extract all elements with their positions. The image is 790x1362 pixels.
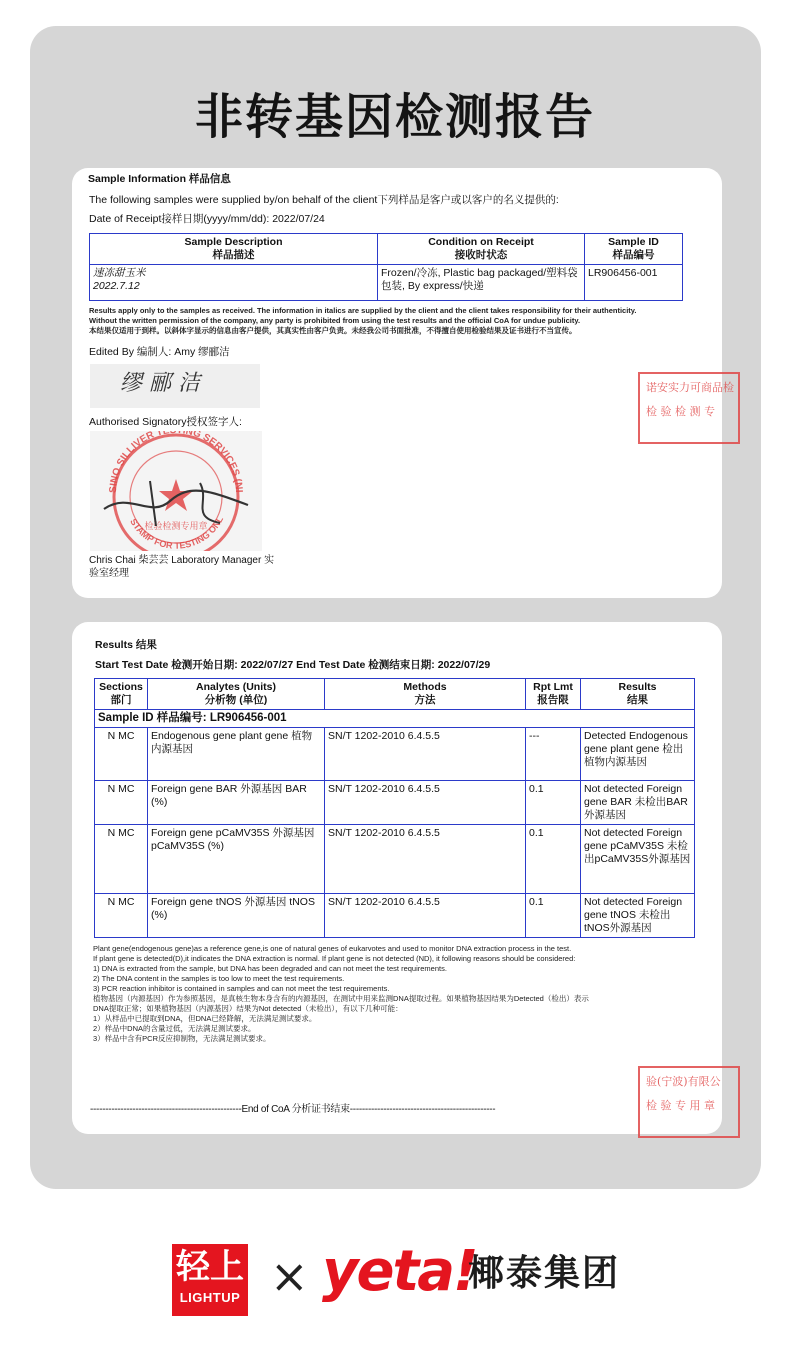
note-line: 1）从样品中已提取到DNA，但DNA已经降解，无法满足测试要求。 xyxy=(93,1014,317,1023)
signatory-line1: Chris Chai 柴芸芸 Laboratory Manager 实 xyxy=(89,555,275,566)
col-analytes: Analytes (Units) 分析物 (单位) xyxy=(148,679,325,710)
row-limit: 0.1 xyxy=(526,825,581,894)
test-dates: Start Test Date 检测开始日期: 2022/07/27 End Test Date 检测结束日期: 2022/07/29 xyxy=(95,659,491,671)
yeta-group-name: 椰泰集团 xyxy=(468,1253,621,1294)
note-line: 3) PCR reaction inhibitor is contained in samples and can not meet the test requirements. xyxy=(93,984,390,993)
results-heading: Results 结果 xyxy=(95,639,157,651)
results-notes xyxy=(93,944,589,1044)
lightup-logo-en: LIGHTUP xyxy=(179,1290,241,1305)
results-card xyxy=(72,622,722,1134)
row-limit: 0.1 xyxy=(526,781,581,825)
disclaimer-en-2: Without the written permission of the company, any party is prohibited from using the test results and the official CoA for undue publicity. xyxy=(89,316,581,325)
row-limit: 0.1 xyxy=(526,894,581,938)
note-line: 3）样品中含有PCR反应抑制物，无法满足测试要求。 xyxy=(93,1034,271,1043)
signatory-line2: 验室经理 xyxy=(89,568,129,579)
end-of-coa: --------------------------------------------------End of CoA 分析证书结束------------------------------------------------ xyxy=(90,1104,496,1115)
row-method: SN/T 1202-2010 6.4.5.5 xyxy=(325,728,526,781)
sample-id-row xyxy=(95,710,695,728)
table-row xyxy=(95,728,695,781)
lightup-logo xyxy=(172,1244,248,1316)
table-row xyxy=(90,265,683,301)
disclaimer-en-1: Results apply only to the samples as received. The information in italics are supplied by the client and the client takes responsibility for their authenticity. xyxy=(89,306,637,315)
receipt-date: Date of Receipt接样日期(yyyy/mm/dd): 2022/07/24 xyxy=(89,213,325,225)
editor-signature xyxy=(90,364,260,408)
results-table xyxy=(94,678,695,938)
sample-id-label: Sample ID 样品编号: LR906456-001 xyxy=(95,710,695,728)
page-title: 非转基因检测报告 xyxy=(194,89,595,145)
table-row xyxy=(95,825,695,894)
row-section: N MC xyxy=(95,728,148,781)
sample-condition: Frozen/冷冻, Plastic bag packaged/塑料袋包装, By express/快递 xyxy=(378,265,585,301)
row-section: N MC xyxy=(95,894,148,938)
note-line: Plant gene(endogenous gene)as a reference gene,is one of natural genes of eukarvotes and used to monitor DNA extraction process in the test. xyxy=(93,944,572,953)
table-row xyxy=(95,894,695,938)
row-analyte: Foreign gene tNOS 外源基因 tNOS (%) xyxy=(148,894,325,938)
sample-info-heading: Sample Information 样品信息 xyxy=(88,173,231,185)
row-result: Not detected Foreign gene pCaMV35S 未检出pCaMV35S外源基因 xyxy=(581,825,695,894)
signature-text: 缪 郦 洁 xyxy=(120,371,200,396)
note-line: 2）样品中DNA的含量过低，无法满足测试要求。 xyxy=(93,1024,256,1033)
sample-info-card xyxy=(72,168,734,598)
row-result: Not detected Foreign gene BAR 未检出BAR外源基因 xyxy=(581,781,695,825)
note-line: DNA提取正常；如果植物基因（内源基因）结果为Not detected（未检出），有以下几种可能： xyxy=(93,1004,403,1013)
col-sample-id: Sample ID 样品编号 xyxy=(585,234,683,265)
authorised-signatory: Authorised Signatory授权签字人: xyxy=(89,416,242,428)
note-line: 1) DNA is extracted from the sample, but DNA has been degraded and can not meet the test requirements. xyxy=(93,964,447,973)
note-line: 2) The DNA content in the samples is too low to meet the test requirements. xyxy=(93,974,345,983)
round-stamp xyxy=(90,431,262,551)
stamp-bottom-text: STAMP FOR TESTING ONL xyxy=(128,515,225,551)
col-condition: Condition on Receipt 接收时状态 xyxy=(378,234,585,265)
sample-table-header xyxy=(90,234,683,265)
signatory-stamp-area xyxy=(90,431,262,551)
stamp-outer-text: SINO SILLIVER TE ING SERVICES (NI xyxy=(107,431,245,494)
row-limit: --- xyxy=(526,728,581,781)
col-rpt-lmt: Rpt Lmt 报告限 xyxy=(526,679,581,710)
col-sample-description: Sample Description 样品描述 xyxy=(90,234,378,265)
results-table-header xyxy=(95,679,695,710)
row-method: SN/T 1202-2010 6.4.5.5 xyxy=(325,825,526,894)
row-analyte: Endogenous gene plant gene 植物内源基因 xyxy=(148,728,325,781)
stamp-inner-text: 检验检测专用章 xyxy=(144,521,208,531)
disclaimer-cn: 本结果仅适用于到样。以斜体字显示的信息由客户提供，其真实性由客户负责。未经我公司书面批准，不得擅自使用检验结果及证书进行不当宣传。 xyxy=(89,326,577,335)
row-section: N MC xyxy=(95,825,148,894)
col-sections: Sections 部门 xyxy=(95,679,148,710)
row-section: N MC xyxy=(95,781,148,825)
yeta-logo: yeta! xyxy=(322,1239,477,1304)
sample-id-value: LR906456-001 xyxy=(585,265,683,301)
col-methods: Methods 方法 xyxy=(325,679,526,710)
times-icon: × xyxy=(270,1249,309,1303)
row-analyte: Foreign gene pCaMV35S 外源基因 pCaMV35S (%) xyxy=(148,825,325,894)
sample-table xyxy=(89,233,683,301)
table-row xyxy=(95,781,695,825)
note-line: 植物基因（内源基因）作为参照基因，是真核生物本身含有的内源基因，在测试中用来监测DNA提取过程。如果植物基因结果为Detected（检出）表示 xyxy=(93,994,589,1003)
row-analyte: Foreign gene BAR 外源基因 BAR (%) xyxy=(148,781,325,825)
row-method: SN/T 1202-2010 6.4.5.5 xyxy=(325,894,526,938)
row-method: SN/T 1202-2010 6.4.5.5 xyxy=(325,781,526,825)
row-result: Detected Endogenous gene plant gene 检出植物内源基因 xyxy=(581,728,695,781)
lightup-logo-cn: 轻上 xyxy=(176,1247,244,1287)
col-results: Results 结果 xyxy=(581,679,695,710)
note-line: If plant gene is detected(D),it indicates the DNA extraction is normal. If plant gene is not detected (ND), it following reasons should be considered: xyxy=(93,954,576,963)
edited-by: Edited By 编制人: Amy 缪郦洁 xyxy=(89,346,230,358)
supplied-note: The following samples were supplied by/on behalf of the client下列样品是客户或以客户的名义提供的: xyxy=(89,194,559,206)
side-stamp: 验(宁波)有限公 检 验 专 用 章 xyxy=(638,1066,740,1138)
side-stamp: 诺安实力可商品检 检 验 检 测 专 xyxy=(638,372,740,444)
row-result: Not detected Foreign gene tNOS 未检出tNOS外源基因 xyxy=(581,894,695,938)
sample-description: 速冻甜玉米 2022.7.12 xyxy=(90,265,378,301)
